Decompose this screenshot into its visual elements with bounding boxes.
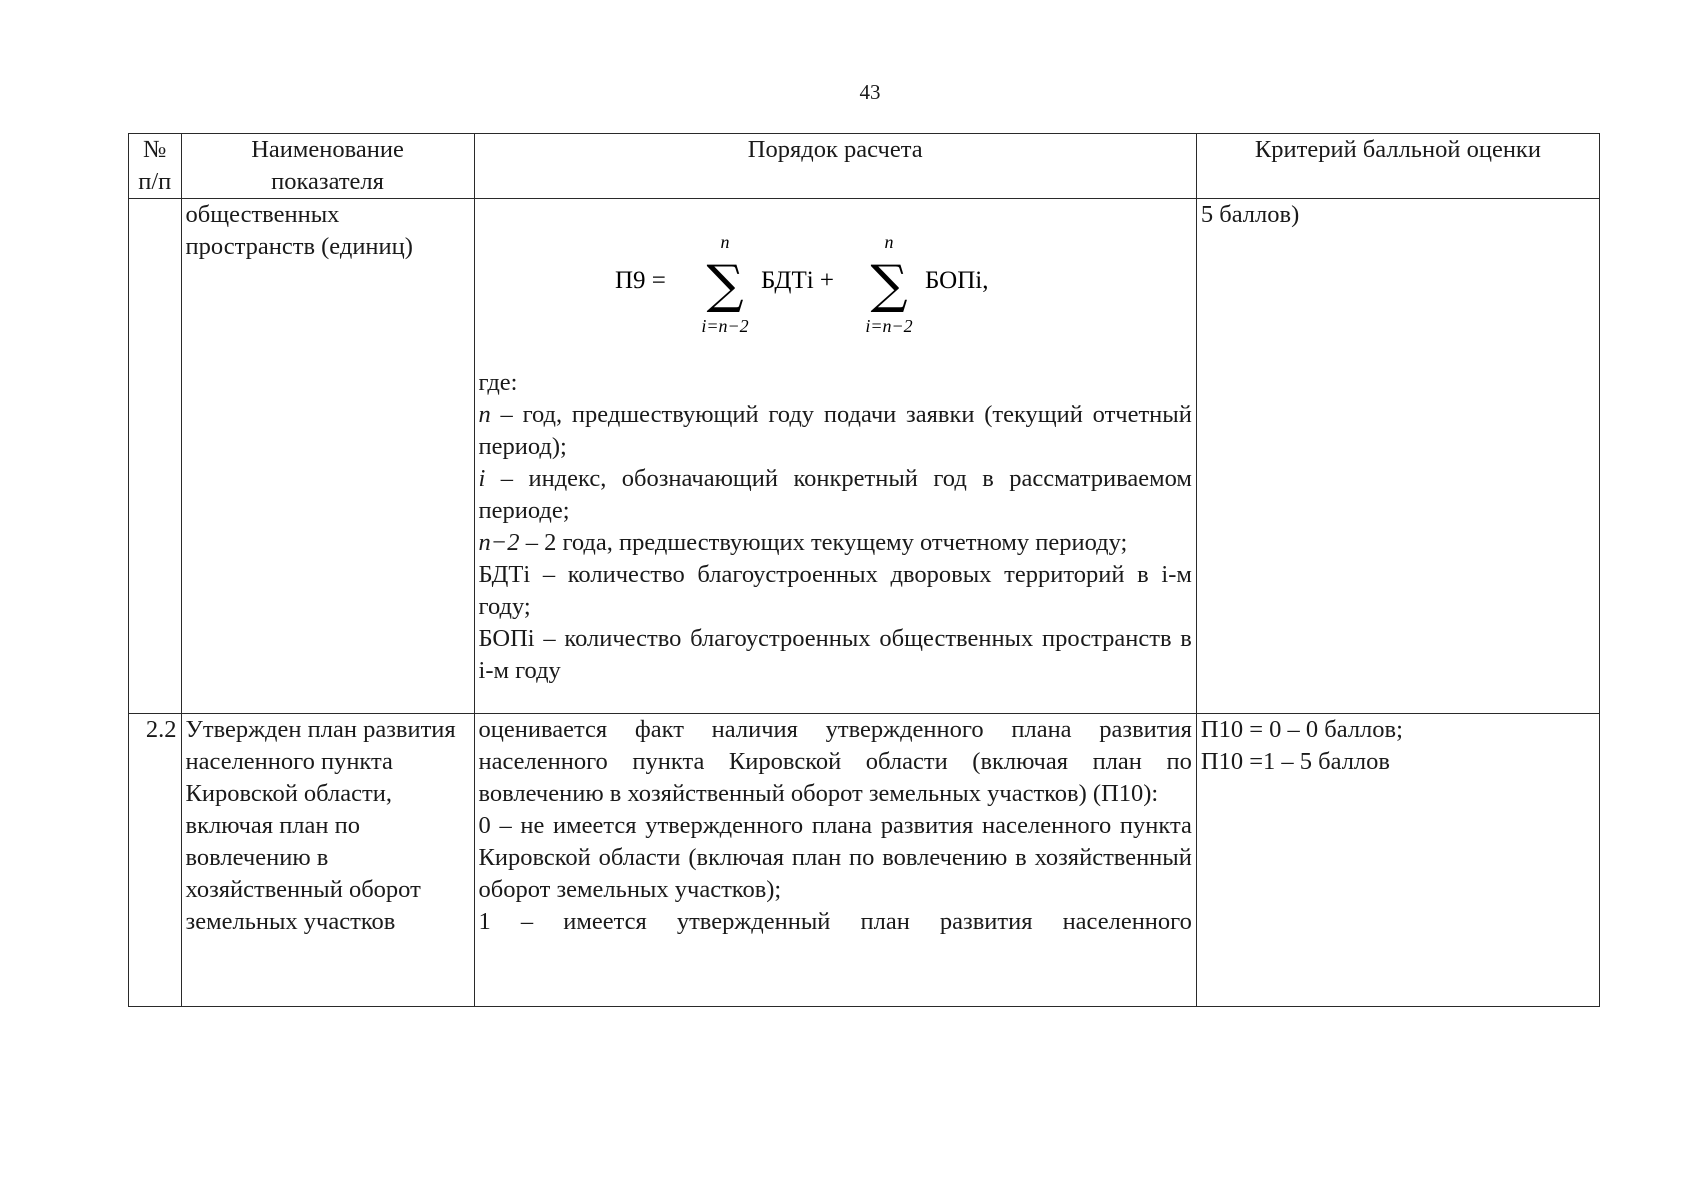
criteria-cell: 5 баллов)	[1196, 199, 1599, 714]
definition-symbol: n−2	[478, 529, 520, 556]
formula	[479, 199, 1192, 367]
sigma-icon: ∑	[706, 255, 744, 315]
formula-lhs: П9 =	[615, 267, 667, 294]
header-num: № п/п	[129, 134, 182, 199]
sigma-icon: ∑	[870, 255, 908, 315]
definition-text: – год, предшествующий году подачи заявки (текущий отчетный период);	[478, 401, 1192, 460]
table-row	[129, 714, 1600, 1007]
definition-i	[479, 463, 1192, 527]
definition-symbol: БДТi	[478, 561, 531, 588]
header-criteria: Критерий балльной оценки	[1196, 134, 1599, 199]
indicator-name: общественных пространств (единиц)	[181, 199, 474, 714]
calc-paragraph: 1 – имеется утвержденный план развития населенного	[478, 908, 1192, 935]
formula-svg	[615, 228, 1055, 338]
sum1-upper: n	[720, 232, 730, 252]
definition-bdt	[479, 559, 1192, 623]
calc-paragraph: 0 – не имеется утвержденного плана развития населенного пункта Кировской области (включая план по вовлечению в хозяйственный оборот земельных участков);	[478, 812, 1192, 903]
formula-term1: БДТi +	[761, 267, 835, 294]
sum1-lower: i=n−2	[701, 316, 749, 336]
definition-symbol: n	[478, 401, 491, 428]
definition-bop	[479, 623, 1192, 687]
sum2-lower: i=n−2	[865, 316, 913, 336]
sum2-upper: n	[884, 232, 894, 252]
definition-n	[479, 399, 1192, 463]
row-number: 2.2	[129, 714, 182, 1007]
calculation-cell	[474, 199, 1196, 714]
definition-text: – индекс, обозначающий конкретный год в рассматриваемом периоде;	[478, 465, 1192, 524]
criteria-line: П10 = 0 – 0 баллов;	[1200, 716, 1403, 743]
header-calc: Порядок расчета	[474, 134, 1196, 199]
definition-text: – количество благоустроенных общественных пространств в i-м году	[478, 625, 1192, 684]
header-name: Наименование показателя	[181, 134, 474, 199]
where-label: где:	[478, 369, 518, 396]
table-row	[129, 199, 1600, 714]
criteria-line: П10 =1 – 5 баллов	[1200, 748, 1390, 775]
table-header-row	[129, 134, 1600, 199]
page-number: 43	[859, 80, 881, 104]
formula-term2: БОПi,	[925, 267, 989, 294]
definition-symbol: i	[478, 465, 486, 492]
indicator-table	[128, 133, 1600, 1007]
definition-text: – 2 года, предшествующих текущему отчетному периоду;	[519, 529, 1128, 556]
row-number	[129, 199, 182, 714]
definition-symbol: БОПi	[478, 625, 535, 652]
indicator-name: Утвержден план развития населенного пункта Кировской области, включая план по вовлечению в хозяйственный оборот земельных участков	[181, 714, 474, 1007]
criteria-cell	[1196, 714, 1599, 1007]
calculation-cell	[474, 714, 1196, 1007]
definition-n-2	[479, 527, 1192, 559]
definition-text: – количество благоустроенных дворовых территорий в i-м году;	[478, 561, 1192, 620]
calc-paragraph: оценивается факт наличия утвержденного плана развития населенного пункта Кировской области (включая план по вовлечению в хозяйственный оборот земельных участков) (П10):	[478, 716, 1192, 807]
